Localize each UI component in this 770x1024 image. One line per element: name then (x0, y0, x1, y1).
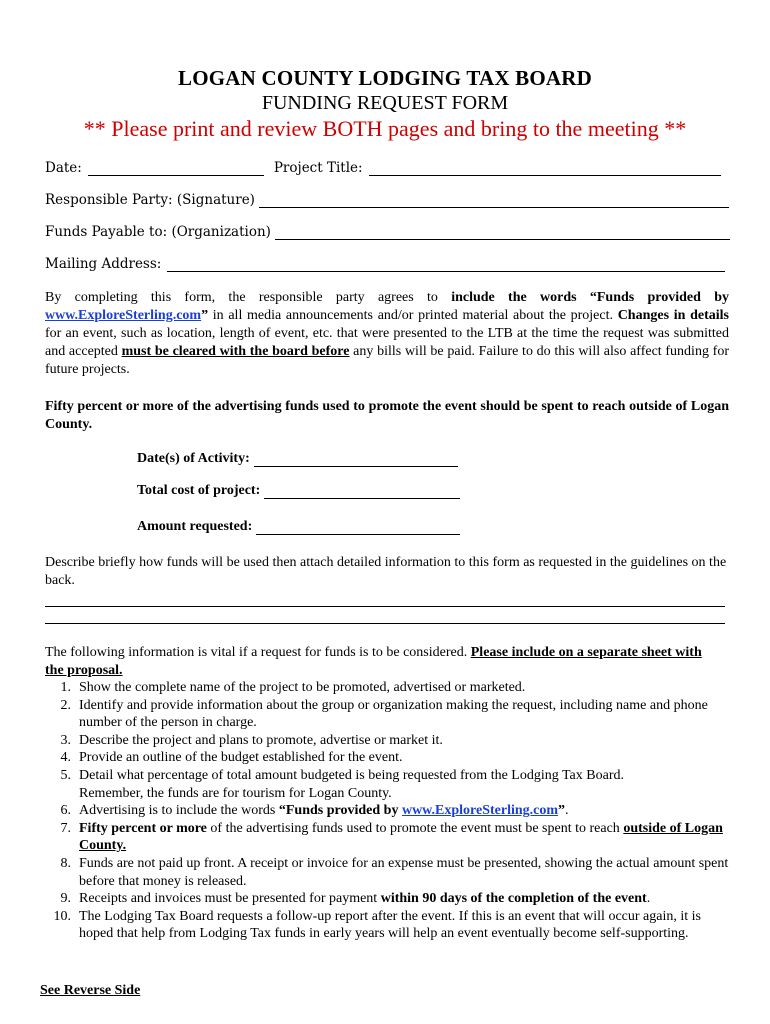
mailing-address-label: Mailing Address: (45, 256, 162, 272)
list-item-text: Describe the project and plans to promote, advertise or market it. (79, 732, 443, 748)
explore-sterling-link-2[interactable]: www.ExploreSterling.com (401, 803, 559, 819)
agreement-text-4: any bills will be paid. Failure to do this will also affect funding for future projects. (45, 344, 729, 377)
total-cost-row (137, 483, 460, 499)
fifty-percent-statement: Fifty percent or more of the advertising funds used to promote the event should be spent to reach outside of Logan County. (45, 399, 729, 432)
total-cost-label: Total cost of project: (137, 483, 261, 498)
total-cost-field[interactable] (264, 484, 460, 499)
cleared-with-board-text: must be cleared with the board before (121, 344, 350, 359)
quote-close: ” (558, 803, 566, 819)
requirements-list (40, 679, 730, 943)
list-number: 1. (60, 680, 71, 695)
mailing-address-row (45, 256, 725, 272)
outside-logan-county-text: outside of Logan County. (79, 820, 723, 854)
vital-info-text: The following information is vital if a request for funds is to be considered. (45, 645, 471, 660)
list-item (40, 908, 730, 943)
funds-payable-row (45, 224, 730, 240)
amount-requested-field[interactable] (256, 520, 460, 535)
see-reverse-side: See Reverse Side (40, 983, 141, 998)
list-item-text (72, 802, 569, 820)
dates-of-activity-row (137, 451, 458, 467)
project-title-label: Project Title: (273, 160, 363, 176)
list-number: 10. (53, 908, 71, 924)
organization-field[interactable] (275, 225, 730, 240)
list-item-text (72, 820, 730, 855)
list-item-9-text: Receipts and invoices must be presented for payment (79, 891, 381, 907)
description-line-2[interactable] (45, 623, 725, 624)
explore-sterling-link[interactable]: www.ExploreSterling.com (45, 308, 202, 323)
signature-field[interactable] (259, 193, 729, 208)
responsible-party-row (45, 192, 729, 208)
list-item-6-text: Advertising is to include the words (79, 803, 279, 819)
period: . (565, 803, 569, 819)
dates-of-activity-field[interactable] (254, 452, 458, 467)
list-item (40, 749, 730, 767)
period: . (646, 891, 651, 907)
separate-sheet-text: Please include on a separate sheet with the proposal. (45, 645, 702, 678)
date-field[interactable] (88, 161, 264, 176)
list-number: 3. (60, 732, 71, 748)
responsible-party-label: Responsible Party: (Signature) (45, 192, 255, 208)
list-number: 4. (60, 750, 71, 766)
list-item (40, 767, 730, 802)
list-item (40, 802, 730, 820)
agreement-bold-text: include the words “Funds provided by (451, 290, 730, 305)
date-project-row (45, 160, 721, 176)
list-item (40, 697, 730, 732)
describe-instructions: Describe briefly how funds will be used then attach detailed information to this form as requested in the guidelines on the back. (45, 555, 727, 588)
list-number: 6. (60, 803, 71, 819)
agreement-quote-close: ” (201, 308, 209, 323)
list-item-5-line-2: Remember, the funds are for tourism for Logan County. (79, 785, 392, 801)
list-item-text: Show the complete name of the project to be promoted, advertised or marketed. (79, 680, 526, 695)
ninety-days-text: within 90 days of the completion of the event (380, 891, 647, 907)
fifty-percent-bold: Fifty percent or more (79, 820, 207, 836)
list-item-7-text: of the advertising funds used to promote the event must be spent to reach (206, 820, 624, 836)
list-item (40, 732, 730, 750)
agreement-text-2: in all media announcements and/or printed material about the project. (208, 308, 618, 323)
list-item (40, 890, 730, 908)
project-title-field[interactable] (369, 161, 721, 176)
list-item-text (72, 890, 650, 908)
list-item-5-line-1: Detail what percentage of total amount budgeted is being requested from the Lodging Tax Board. (79, 767, 624, 783)
list-item-text: The Lodging Tax Board requests a follow-up report after the event. If this is an event that will occur again, it is hoped that help from Lodging Tax funds in early years will help an event eventually become self-supporting. (79, 908, 701, 942)
agreement-text: By completing this form, the responsible party agrees to (45, 290, 452, 305)
list-number: 2. (60, 697, 71, 713)
form-subtitle: FUNDING REQUEST FORM (261, 92, 509, 114)
list-item-text: Provide an outline of the budget established for the event. (79, 750, 403, 766)
list-number: 5. (60, 767, 71, 783)
list-number: 9. (60, 891, 71, 907)
amount-requested-row (137, 519, 460, 535)
dates-of-activity-label: Date(s) of Activity: (137, 451, 250, 466)
date-label: Date: (45, 160, 82, 176)
list-item (40, 679, 730, 697)
amount-requested-label: Amount requested: (137, 519, 253, 534)
form-title: LOGAN COUNTY LODGING TAX BOARD (178, 66, 592, 90)
list-item-text: Identify and provide information about the group or organization making the request, including name and phone number of the person in charge. (79, 697, 708, 731)
list-number: 7. (60, 820, 71, 836)
agreement-text-3: for an event, such as location, length of event, etc. that were presented to the LTB at the time the request was submitted and accepted (45, 326, 729, 359)
list-item-text: Funds are not paid up front. A receipt or invoice for an expense must be presented, showing the actual amount spent before that money is released. (79, 855, 729, 889)
list-item (40, 855, 730, 890)
funds-payable-label: Funds Payable to: (Organization) (45, 224, 271, 240)
changes-in-details-text: Changes in details (617, 308, 729, 323)
print-review-note: ** Please print and review BOTH pages and bring to the meeting ** (83, 116, 687, 141)
description-line-1[interactable] (45, 606, 725, 607)
list-item (40, 820, 730, 855)
vital-info-paragraph (45, 644, 715, 680)
funds-provided-by-text: “Funds provided by (278, 803, 402, 819)
mailing-address-field[interactable] (167, 257, 725, 272)
agreement-paragraph (45, 289, 729, 379)
list-number: 8. (60, 855, 71, 871)
list-item-text (72, 767, 624, 802)
